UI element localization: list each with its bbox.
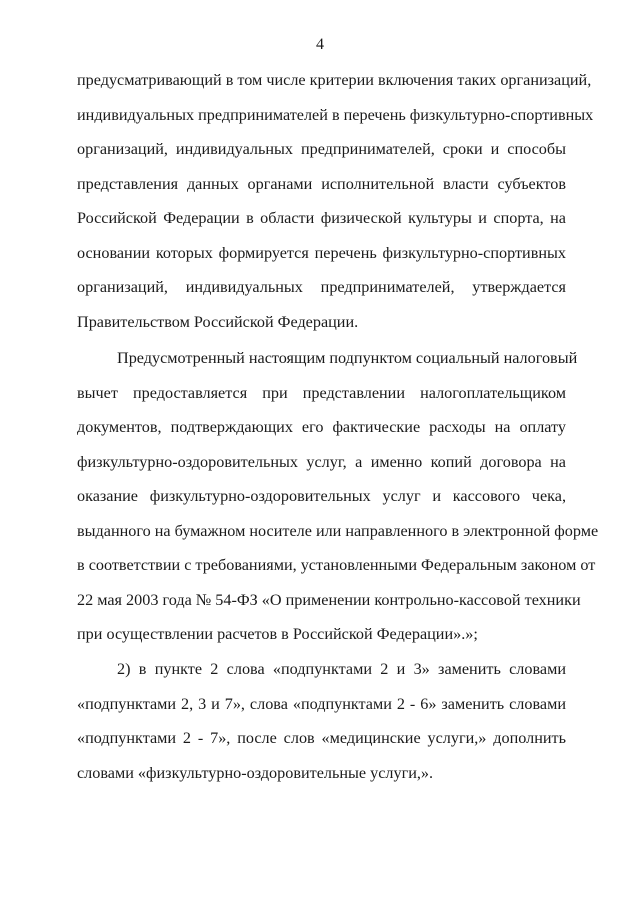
paragraph-line: Правительством Российской Федерации.	[77, 312, 359, 331]
paragraph-line: «подпунктами 2 - 7», после слов «медицинские услуги,» дополнить	[77, 729, 566, 747]
paragraph-1	[77, 63, 594, 339]
paragraph-line: при осуществлении расчетов в Российской Федерации».»;	[77, 625, 478, 643]
paragraph-line: Российской Федерации в области физической культуры и спорта, на	[77, 209, 566, 227]
paragraph-3	[77, 652, 566, 790]
paragraph-line: словами «физкультурно-оздоровительные услуги,».	[77, 763, 434, 782]
page-number: 4	[316, 36, 324, 53]
paragraph-line: основании которых формируется перечень физкультурно-спортивных	[77, 243, 566, 262]
paragraph-line: выданного на бумажном носителе или направленного в электронной форме	[77, 521, 599, 540]
paragraph-line: предусматривающий в том числе критерии включения таких организаций,	[77, 71, 592, 89]
paragraph-line: «подпунктами 2, 3 и 7», слова «подпунктами 2 - 6» заменить словами	[77, 694, 566, 713]
paragraph-line: организаций, индивидуальных предпринимателей, сроки и способы	[77, 140, 566, 158]
paragraph-2	[77, 341, 599, 652]
paragraph-line: представления данных органами исполнительной власти субъектов	[77, 174, 566, 193]
paragraph-line: индивидуальных предпринимателей в перечень физкультурно-спортивных	[77, 105, 594, 124]
paragraph-line: 22 мая 2003 года № 54-ФЗ «О применении контрольно-кассовой техники	[77, 590, 581, 609]
paragraph-line: документов, подтверждающих его фактические расходы на оплату	[77, 418, 566, 436]
paragraph-line: 2) в пункте 2 слова «подпунктами 2 и 3» заменить словами	[117, 660, 566, 678]
paragraph-line: физкультурно-оздоровительных услуг, а именно копий договора на	[77, 452, 566, 471]
paragraph-line: в соответствии с требованиями, установленными Федеральным законом от	[77, 556, 596, 574]
paragraph-line: организаций, индивидуальных предпринимателей, утверждается	[77, 278, 566, 296]
paragraph-line: вычет предоставляется при представлении налогоплательщиком	[77, 383, 566, 402]
paragraph-line: Предусмотренный настоящим подпунктом социальный налоговый	[117, 349, 578, 367]
paragraph-line: оказание физкультурно-оздоровительных услуг и кассового чека,	[77, 487, 566, 505]
